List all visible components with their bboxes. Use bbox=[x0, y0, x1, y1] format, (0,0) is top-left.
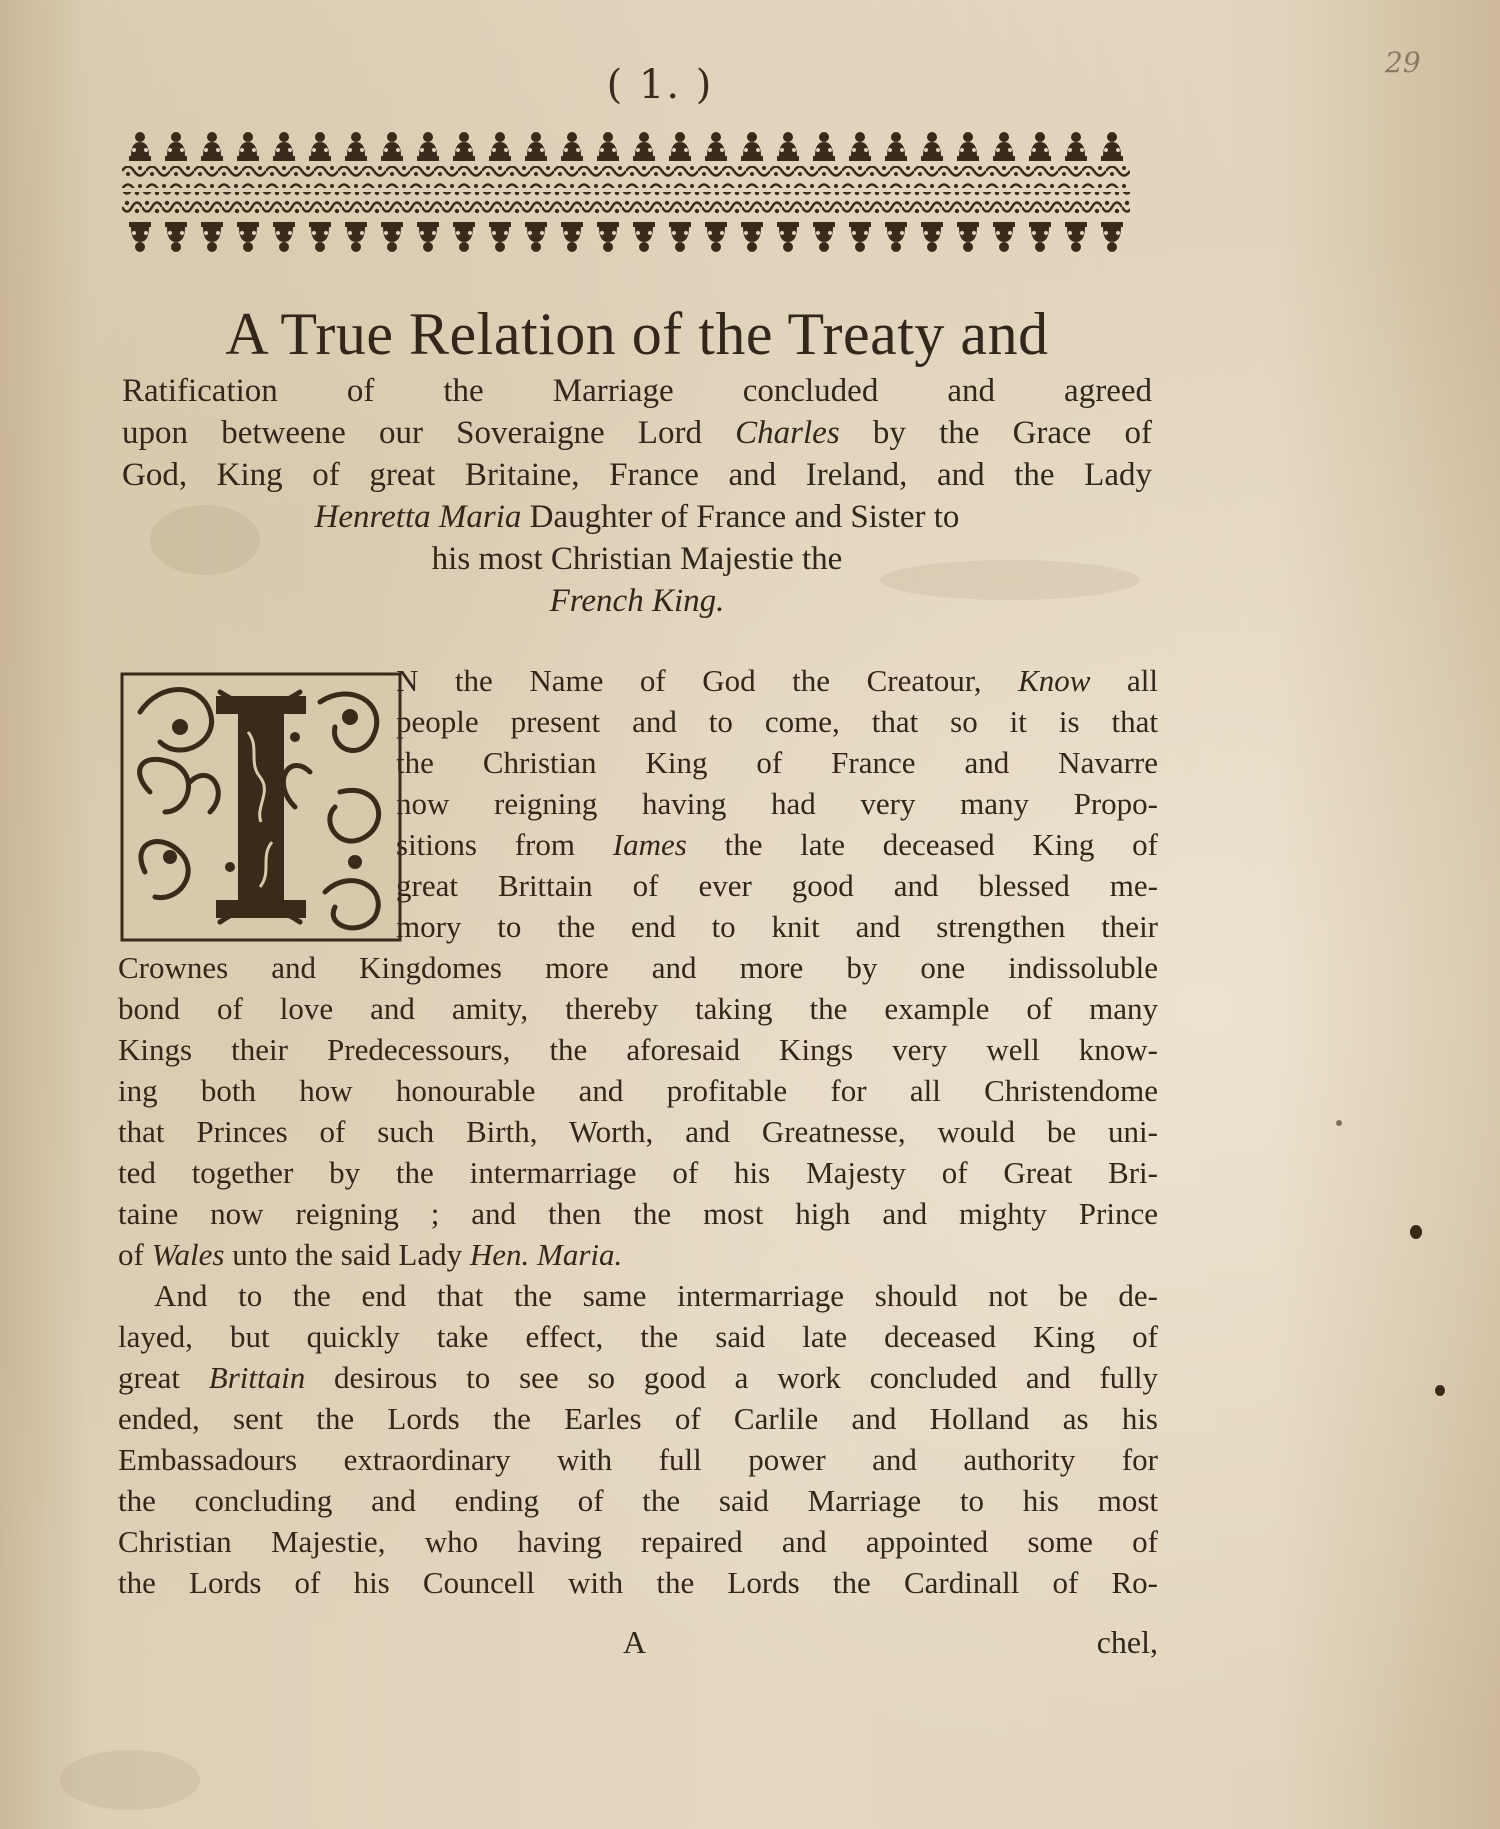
fleuron-icon bbox=[957, 222, 979, 252]
fleuron-icon bbox=[1065, 132, 1087, 161]
fleuron-icon bbox=[1101, 222, 1123, 252]
ink-speck bbox=[1435, 1385, 1445, 1396]
fleuron-icon bbox=[1101, 132, 1123, 161]
page-number: ( 1. ) bbox=[606, 62, 714, 108]
fleuron-icon bbox=[705, 222, 727, 252]
fleuron-icon bbox=[993, 132, 1015, 161]
text-line: And to the end that the same intermarriage should not be de- bbox=[154, 1278, 1158, 1313]
fleuron-icon bbox=[597, 132, 619, 161]
fleuron-icon bbox=[417, 222, 439, 252]
fleuron-icon bbox=[921, 132, 943, 161]
fleuron-icon bbox=[633, 222, 655, 252]
fleuron-icon bbox=[345, 132, 367, 161]
fleuron-icon bbox=[813, 132, 835, 161]
fleuron-icon bbox=[597, 222, 619, 252]
text-span: unto the said Lady bbox=[232, 1237, 463, 1272]
title-text: upon betweene our Soveraigne Lord bbox=[122, 415, 702, 451]
signature-mark: A bbox=[623, 1624, 647, 1660]
body-text bbox=[118, 660, 1158, 1603]
fleuron-icon bbox=[777, 132, 799, 161]
fleuron-icon bbox=[525, 222, 547, 252]
text-span: all bbox=[1127, 663, 1158, 698]
fleuron-icon bbox=[921, 222, 943, 252]
fleuron-icon bbox=[957, 132, 979, 161]
fleuron-icon bbox=[1029, 222, 1051, 252]
ink-speck bbox=[1336, 1120, 1342, 1126]
fleuron-icon bbox=[237, 222, 259, 252]
fleuron-icon bbox=[849, 222, 871, 252]
text-line: Embassadours extraordinary with full power and authority for bbox=[118, 1442, 1158, 1477]
title-text: by the Grace of bbox=[872, 415, 1153, 451]
fleuron-icon bbox=[309, 132, 331, 161]
fleuron-icon bbox=[129, 132, 151, 161]
fleuron-icon bbox=[381, 132, 403, 161]
fleuron-icon bbox=[201, 222, 223, 252]
title-line: God, King of great Britaine, France and Ireland, and the Lady bbox=[122, 457, 1152, 493]
fleuron-icon bbox=[489, 222, 511, 252]
title-main: A True Relation of the Treaty and bbox=[225, 301, 1049, 367]
text-line: the concluding and ending of the said Marriage to his most bbox=[118, 1483, 1158, 1518]
fleuron-icon bbox=[669, 132, 691, 161]
text-span-italic: Know bbox=[1018, 663, 1091, 698]
fleuron-icon bbox=[633, 132, 655, 161]
title-name-charles: Charles bbox=[735, 415, 840, 451]
text-line: ted together by the intermarriage of his Majesty of Great Bri- bbox=[118, 1155, 1158, 1190]
title-line: Ratification of the Marriage concluded and agreed bbox=[122, 373, 1152, 409]
text-line: now reigning having had very many Propo- bbox=[396, 786, 1158, 821]
text-span: great bbox=[118, 1360, 180, 1395]
page-footer bbox=[118, 1624, 1158, 1668]
fleuron-icon bbox=[381, 222, 403, 252]
text-line bbox=[118, 1234, 1158, 1275]
corner-mark: 29 bbox=[1385, 46, 1421, 79]
text-span-italic: Hen. Maria. bbox=[469, 1237, 623, 1272]
title-text: Daughter of France and Sister to bbox=[529, 499, 960, 535]
text-span-italic: Wales bbox=[151, 1237, 225, 1272]
title-line: his most Christian Majestie the bbox=[431, 541, 843, 577]
title-line: French King. bbox=[549, 583, 725, 619]
text-span: desirous to see so good a work concluded and fully bbox=[334, 1360, 1158, 1395]
text-line: great Brittain of ever good and blessed me- bbox=[396, 868, 1158, 903]
fleuron-icon bbox=[129, 222, 151, 252]
fleuron-icon bbox=[453, 132, 475, 161]
fleuron-icon bbox=[849, 132, 871, 161]
ink-speck bbox=[1410, 1225, 1422, 1239]
text-span: the late deceased King of bbox=[724, 827, 1158, 862]
text-span-italic: Iames bbox=[612, 827, 687, 862]
fleuron-icon bbox=[1065, 222, 1087, 252]
text-line: bond of love and amity, thereby taking the example of many bbox=[118, 991, 1158, 1026]
fleuron-icon bbox=[273, 222, 295, 252]
fleuron-icon bbox=[165, 222, 187, 252]
text-line: the Lords of his Councell with the Lords the Cardinall of Ro- bbox=[118, 1565, 1158, 1600]
fleuron-icon bbox=[237, 132, 259, 161]
fleuron-icon bbox=[201, 132, 223, 161]
ornament-band bbox=[122, 126, 1130, 276]
fleuron-icon bbox=[705, 132, 727, 161]
text-line: Kings their Predecessours, the aforesaid Kings very well know- bbox=[118, 1032, 1158, 1067]
text-line: Christian Majestie, who having repaired and appointed some of bbox=[118, 1524, 1158, 1559]
fleuron-icon bbox=[993, 222, 1015, 252]
fleuron-icon bbox=[561, 132, 583, 161]
text-line: layed, but quickly take effect, the said late deceased King of bbox=[118, 1319, 1158, 1354]
catchword: chel, bbox=[1096, 1624, 1158, 1660]
paper-stain bbox=[60, 1750, 200, 1810]
fleuron-icon bbox=[777, 222, 799, 252]
text-line: the Christian King of France and Navarre bbox=[396, 745, 1158, 780]
text-span: N the Name of God the Creatour, bbox=[396, 663, 982, 698]
fleuron-icon bbox=[165, 132, 187, 161]
fleuron-icon bbox=[489, 132, 511, 161]
text-line: mory to the end to knit and strengthen their bbox=[396, 909, 1158, 944]
fleuron-icon bbox=[525, 132, 547, 161]
text-line bbox=[118, 1357, 1158, 1398]
fleuron-icon bbox=[561, 222, 583, 252]
fleuron-icon bbox=[885, 132, 907, 161]
text-line: ended, sent the Lords the Earles of Carlile and Holland as his bbox=[118, 1401, 1158, 1436]
fleuron-icon bbox=[309, 222, 331, 252]
text-line: Crownes and Kingdomes more and more by one indissoluble bbox=[118, 950, 1158, 985]
fleuron-icon bbox=[885, 222, 907, 252]
fleuron-icon bbox=[669, 222, 691, 252]
fleuron-icon bbox=[741, 132, 763, 161]
fleuron-icon bbox=[273, 132, 295, 161]
fleuron-icon bbox=[741, 222, 763, 252]
title-block bbox=[122, 298, 1152, 622]
title-line bbox=[122, 496, 1152, 538]
text-span: of bbox=[118, 1237, 144, 1272]
text-line: ing both how honourable and profitable for all Christendome bbox=[118, 1073, 1158, 1108]
fleuron-border-icon bbox=[122, 126, 1130, 276]
text-span: sitions from bbox=[396, 827, 575, 862]
fleuron-icon bbox=[813, 222, 835, 252]
fleuron-icon bbox=[345, 222, 367, 252]
fleuron-icon bbox=[417, 132, 439, 161]
title-line bbox=[122, 412, 1152, 454]
text-line bbox=[396, 824, 1158, 865]
text-line: taine now reigning ; and then the most high and mighty Prince bbox=[118, 1196, 1158, 1231]
title-name-henretta: Henretta Maria bbox=[314, 499, 522, 535]
text-span-italic: Brittain bbox=[208, 1360, 306, 1395]
text-line bbox=[396, 660, 1158, 701]
fleuron-icon bbox=[453, 222, 475, 252]
text-line: that Princes of such Birth, Worth, and Greatnesse, would be uni- bbox=[118, 1114, 1158, 1149]
fleuron-icon bbox=[1029, 132, 1051, 161]
text-line: people present and to come, that so it is that bbox=[396, 704, 1158, 739]
